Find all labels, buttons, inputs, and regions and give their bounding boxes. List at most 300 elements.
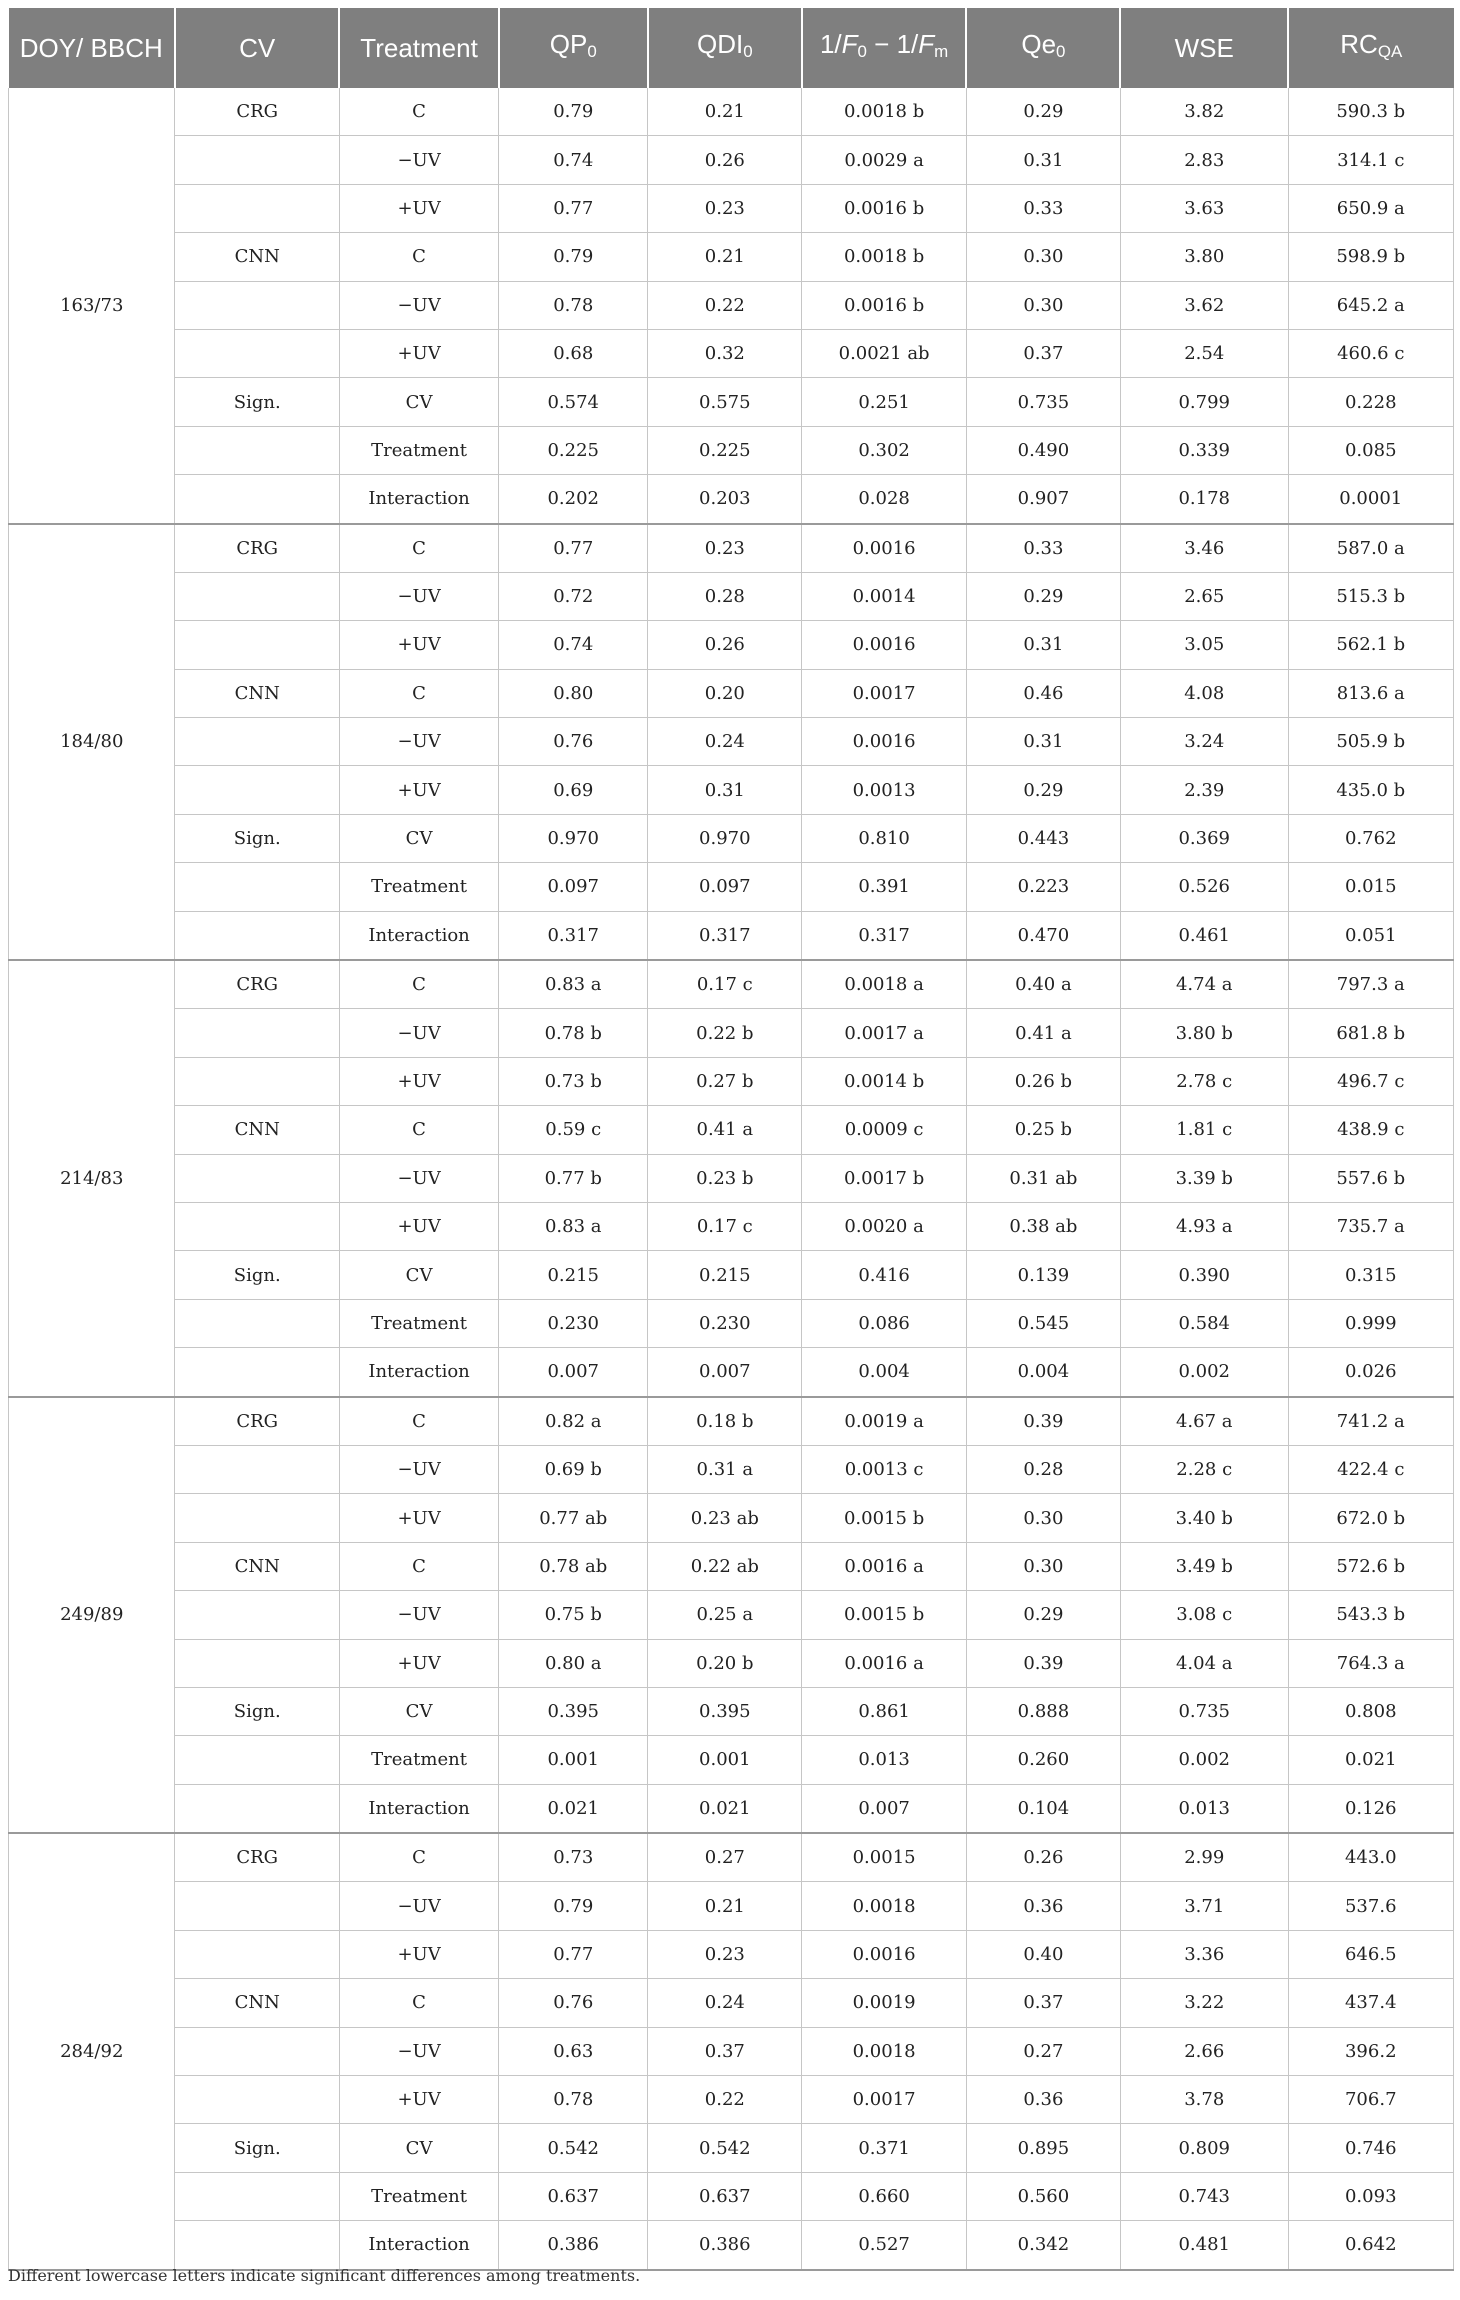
wse-cell: 0.481	[1120, 2221, 1288, 2270]
qdi0-cell: 0.20 b	[648, 1639, 802, 1687]
doy-cell: 214/83	[9, 960, 175, 1397]
qdi0-cell: 0.20	[648, 669, 802, 717]
qp0-cell: 0.79	[499, 88, 648, 136]
treatment-cell: −UV	[339, 1154, 498, 1202]
header-treatment: Treatment	[339, 8, 498, 88]
doy-cell: 249/89	[9, 1397, 175, 1834]
cv-cell	[175, 718, 339, 766]
rcqa-cell: 706.7	[1288, 2076, 1454, 2124]
f0-fm-cell: 0.0013	[802, 766, 966, 814]
cv-cell	[175, 475, 339, 524]
wse-cell: 0.461	[1120, 911, 1288, 960]
table-row	[9, 814, 1454, 862]
table-row	[9, 1106, 1454, 1154]
treatment-cell: +UV	[339, 2076, 498, 2124]
f0-fm-cell: 0.861	[802, 1687, 966, 1735]
qdi0-cell: 0.26	[648, 621, 802, 669]
f0-fm-cell: 0.416	[802, 1251, 966, 1299]
f0-fm-cell: 0.0017	[802, 2076, 966, 2124]
cv-cell: CRG	[175, 88, 339, 136]
qp0-cell: 0.75 b	[499, 1591, 648, 1639]
cv-cell	[175, 1057, 339, 1105]
wse-cell: 3.05	[1120, 621, 1288, 669]
rcqa-cell: 438.9 c	[1288, 1106, 1454, 1154]
f0-fm-cell: 0.0019 a	[802, 1397, 966, 1446]
qp0-cell: 0.77	[499, 524, 648, 573]
rcqa-cell: 797.3 a	[1288, 960, 1454, 1009]
qe0-cell: 0.139	[966, 1251, 1120, 1299]
qp0-cell: 0.77 b	[499, 1154, 648, 1202]
wse-cell: 3.78	[1120, 2076, 1288, 2124]
qe0-cell: 0.40	[966, 1930, 1120, 1978]
wse-cell: 2.65	[1120, 572, 1288, 620]
qdi0-cell: 0.203	[648, 475, 802, 524]
qdi0-cell: 0.24	[648, 1979, 802, 2027]
wse-cell: 3.80	[1120, 233, 1288, 281]
cv-cell	[175, 2221, 339, 2270]
treatment-cell: CV	[339, 2124, 498, 2172]
f0-fm-cell: 0.028	[802, 475, 966, 524]
treatment-cell: C	[339, 1397, 498, 1446]
qdi0-cell: 0.23	[648, 184, 802, 232]
table-row	[9, 911, 1454, 960]
f0-fm-cell: 0.0018 b	[802, 233, 966, 281]
wse-cell: 3.40 b	[1120, 1494, 1288, 1542]
f0-fm-cell: 0.810	[802, 814, 966, 862]
table-row	[9, 2221, 1454, 2270]
wse-cell: 3.80 b	[1120, 1009, 1288, 1057]
rcqa-cell: 460.6 c	[1288, 329, 1454, 377]
rcqa-cell: 0.126	[1288, 1784, 1454, 1833]
table-row	[9, 329, 1454, 377]
table-row	[9, 88, 1454, 136]
qdi0-cell: 0.21	[648, 88, 802, 136]
table-row	[9, 1882, 1454, 1930]
wse-cell: 2.99	[1120, 1833, 1288, 1882]
treatment-cell: C	[339, 524, 498, 573]
qdi0-cell: 0.097	[648, 863, 802, 911]
rcqa-cell: 646.5	[1288, 1930, 1454, 1978]
treatment-cell: C	[339, 1979, 498, 2027]
treatment-cell: +UV	[339, 1930, 498, 1978]
f0-fm-cell: 0.007	[802, 1784, 966, 1833]
f0-fm-cell: 0.0018 a	[802, 960, 966, 1009]
rcqa-cell: 496.7 c	[1288, 1057, 1454, 1105]
table-row	[9, 1009, 1454, 1057]
qp0-cell: 0.225	[499, 426, 648, 474]
wse-cell: 2.83	[1120, 136, 1288, 184]
qdi0-cell: 0.225	[648, 426, 802, 474]
qe0-cell: 0.260	[966, 1736, 1120, 1784]
qp0-cell: 0.317	[499, 911, 648, 960]
qe0-cell: 0.104	[966, 1784, 1120, 1833]
table-row	[9, 1736, 1454, 1784]
rcqa-cell: 0.228	[1288, 378, 1454, 426]
qe0-cell: 0.004	[966, 1348, 1120, 1397]
qp0-cell: 0.76	[499, 1979, 648, 2027]
qp0-cell: 0.80 a	[499, 1639, 648, 1687]
table-row	[9, 1494, 1454, 1542]
cv-cell	[175, 2027, 339, 2075]
rcqa-cell: 590.3 b	[1288, 88, 1454, 136]
qe0-cell: 0.907	[966, 475, 1120, 524]
qe0-cell: 0.443	[966, 814, 1120, 862]
qp0-cell: 0.77	[499, 1930, 648, 1978]
qe0-cell: 0.27	[966, 2027, 1120, 2075]
qe0-cell: 0.28	[966, 1445, 1120, 1493]
treatment-cell: +UV	[339, 1057, 498, 1105]
qdi0-cell: 0.386	[648, 2221, 802, 2270]
rcqa-cell: 0.085	[1288, 426, 1454, 474]
cv-cell: CNN	[175, 1542, 339, 1590]
rcqa-cell: 396.2	[1288, 2027, 1454, 2075]
cv-cell	[175, 1202, 339, 1250]
f0-fm-cell: 0.0021 ab	[802, 329, 966, 377]
qe0-cell: 0.30	[966, 1494, 1120, 1542]
table-row	[9, 1639, 1454, 1687]
qp0-cell: 0.82 a	[499, 1397, 648, 1446]
wse-cell: 0.339	[1120, 426, 1288, 474]
treatment-cell: −UV	[339, 718, 498, 766]
table-row	[9, 1202, 1454, 1250]
qdi0-cell: 0.215	[648, 1251, 802, 1299]
qp0-cell: 0.83 a	[499, 960, 648, 1009]
qdi0-cell: 0.27 b	[648, 1057, 802, 1105]
cv-cell: CRG	[175, 524, 339, 573]
doy-cell: 284/92	[9, 1833, 175, 2270]
rcqa-cell: 537.6	[1288, 1882, 1454, 1930]
rcqa-cell: 741.2 a	[1288, 1397, 1454, 1446]
table-row	[9, 1348, 1454, 1397]
f0-fm-cell: 0.527	[802, 2221, 966, 2270]
table-row	[9, 669, 1454, 717]
rcqa-cell: 0.642	[1288, 2221, 1454, 2270]
rcqa-cell: 0.093	[1288, 2172, 1454, 2220]
qdi0-cell: 0.317	[648, 911, 802, 960]
table-row	[9, 136, 1454, 184]
treatment-cell: C	[339, 1833, 498, 1882]
qdi0-cell: 0.27	[648, 1833, 802, 1882]
qe0-cell: 0.37	[966, 1979, 1120, 2027]
qp0-cell: 0.001	[499, 1736, 648, 1784]
table-row	[9, 426, 1454, 474]
cv-cell	[175, 2172, 339, 2220]
qdi0-cell: 0.17 c	[648, 1202, 802, 1250]
qe0-cell: 0.223	[966, 863, 1120, 911]
f0-fm-cell: 0.0017 a	[802, 1009, 966, 1057]
qp0-cell: 0.73	[499, 1833, 648, 1882]
qe0-cell: 0.888	[966, 1687, 1120, 1735]
treatment-cell: −UV	[339, 281, 498, 329]
treatment-cell: −UV	[339, 1009, 498, 1057]
qp0-cell: 0.574	[499, 378, 648, 426]
table-row	[9, 1833, 1454, 1882]
treatment-cell: +UV	[339, 1494, 498, 1542]
rcqa-cell: 672.0 b	[1288, 1494, 1454, 1542]
f0-fm-cell: 0.004	[802, 1348, 966, 1397]
treatment-cell: +UV	[339, 329, 498, 377]
qe0-cell: 0.31 ab	[966, 1154, 1120, 1202]
wse-cell: 2.78 c	[1120, 1057, 1288, 1105]
qdi0-cell: 0.22 ab	[648, 1542, 802, 1590]
treatment-cell: C	[339, 1542, 498, 1590]
qe0-cell: 0.30	[966, 1542, 1120, 1590]
rcqa-cell: 0.0001	[1288, 475, 1454, 524]
header-doy: DOY/ BBCH	[9, 8, 175, 88]
wse-cell: 2.28 c	[1120, 1445, 1288, 1493]
f0-fm-cell: 0.317	[802, 911, 966, 960]
wse-cell: 2.66	[1120, 2027, 1288, 2075]
header-rcqa: $RC_{QA}$	[1288, 8, 1454, 88]
treatment-cell: +UV	[339, 1639, 498, 1687]
cv-cell: CNN	[175, 669, 339, 717]
qp0-cell: 0.386	[499, 2221, 648, 2270]
rcqa-cell: 557.6 b	[1288, 1154, 1454, 1202]
treatment-cell: Interaction	[339, 475, 498, 524]
qp0-cell: 0.69	[499, 766, 648, 814]
qdi0-cell: 0.21	[648, 1882, 802, 1930]
qp0-cell: 0.68	[499, 329, 648, 377]
cv-cell: CRG	[175, 1397, 339, 1446]
treatment-cell: +UV	[339, 184, 498, 232]
f0-fm-cell: 0.0017 b	[802, 1154, 966, 1202]
f0-fm-cell: 0.0016 a	[802, 1542, 966, 1590]
qdi0-cell: 0.25 a	[648, 1591, 802, 1639]
qe0-cell: 0.36	[966, 2076, 1120, 2124]
qp0-cell: 0.59 c	[499, 1106, 648, 1154]
f0-fm-cell: 0.086	[802, 1299, 966, 1347]
wse-cell: 3.62	[1120, 281, 1288, 329]
treatment-cell: −UV	[339, 2027, 498, 2075]
wse-cell: 0.390	[1120, 1251, 1288, 1299]
f0-fm-cell: 0.0017	[802, 669, 966, 717]
qdi0-cell: 0.31 a	[648, 1445, 802, 1493]
qe0-cell: 0.29	[966, 1591, 1120, 1639]
qdi0-cell: 0.28	[648, 572, 802, 620]
f0-fm-cell: 0.013	[802, 1736, 966, 1784]
treatment-cell: Interaction	[339, 911, 498, 960]
wse-cell: 3.63	[1120, 184, 1288, 232]
cv-cell	[175, 1882, 339, 1930]
qp0-cell: 0.78 ab	[499, 1542, 648, 1590]
rcqa-cell: 645.2 a	[1288, 281, 1454, 329]
qdi0-cell: 0.22	[648, 281, 802, 329]
f0-fm-cell: 0.0016 b	[802, 281, 966, 329]
cv-cell: CRG	[175, 960, 339, 1009]
wse-cell: 0.002	[1120, 1348, 1288, 1397]
f0-fm-cell: 0.391	[802, 863, 966, 911]
f0-fm-cell: 0.0018	[802, 1882, 966, 1930]
treatment-cell: +UV	[339, 621, 498, 669]
rcqa-cell: 422.4 c	[1288, 1445, 1454, 1493]
cv-cell	[175, 1299, 339, 1347]
qe0-cell: 0.37	[966, 329, 1120, 377]
rcqa-cell: 505.9 b	[1288, 718, 1454, 766]
qdi0-cell: 0.542	[648, 2124, 802, 2172]
qp0-cell: 0.77	[499, 184, 648, 232]
table-row	[9, 2124, 1454, 2172]
f0-fm-cell: 0.0020 a	[802, 1202, 966, 1250]
qdi0-cell: 0.021	[648, 1784, 802, 1833]
treatment-cell: −UV	[339, 136, 498, 184]
wse-cell: 3.08 c	[1120, 1591, 1288, 1639]
qe0-cell: 0.33	[966, 184, 1120, 232]
qp0-cell: 0.63	[499, 2027, 648, 2075]
qe0-cell: 0.26 b	[966, 1057, 1120, 1105]
rcqa-cell: 650.9 a	[1288, 184, 1454, 232]
qdi0-cell: 0.23 b	[648, 1154, 802, 1202]
rcqa-cell: 543.3 b	[1288, 1591, 1454, 1639]
table-row	[9, 1591, 1454, 1639]
treatment-cell: Interaction	[339, 1348, 498, 1397]
qdi0-cell: 0.230	[648, 1299, 802, 1347]
qdi0-cell: 0.41 a	[648, 1106, 802, 1154]
wse-cell: 0.526	[1120, 863, 1288, 911]
rcqa-cell: 681.8 b	[1288, 1009, 1454, 1057]
wse-cell: 3.22	[1120, 1979, 1288, 2027]
table-row	[9, 1979, 1454, 2027]
f0-fm-cell: 0.0009 c	[802, 1106, 966, 1154]
wse-cell: 3.49 b	[1120, 1542, 1288, 1590]
rcqa-cell: 437.4	[1288, 1979, 1454, 2027]
wse-cell: 0.584	[1120, 1299, 1288, 1347]
table-row	[9, 1784, 1454, 1833]
treatment-cell: −UV	[339, 1882, 498, 1930]
f0-fm-cell: 0.0016	[802, 718, 966, 766]
wse-cell: 1.81 c	[1120, 1106, 1288, 1154]
wse-cell: 3.71	[1120, 1882, 1288, 1930]
f0-fm-cell: 0.0015	[802, 1833, 966, 1882]
header-cv: CV	[175, 8, 339, 88]
qdi0-cell: 0.32	[648, 329, 802, 377]
treatment-cell: C	[339, 960, 498, 1009]
wse-cell: 3.36	[1120, 1930, 1288, 1978]
treatment-cell: Treatment	[339, 426, 498, 474]
wse-cell: 0.743	[1120, 2172, 1288, 2220]
treatment-cell: C	[339, 233, 498, 281]
rcqa-cell: 764.3 a	[1288, 1639, 1454, 1687]
qe0-cell: 0.31	[966, 621, 1120, 669]
f0-fm-cell: 0.0016	[802, 1930, 966, 1978]
cv-cell: Sign.	[175, 2124, 339, 2172]
qe0-cell: 0.38 ab	[966, 1202, 1120, 1250]
cv-cell	[175, 184, 339, 232]
qdi0-cell: 0.23	[648, 1930, 802, 1978]
rcqa-cell: 0.015	[1288, 863, 1454, 911]
table-row	[9, 2076, 1454, 2124]
f0-fm-cell: 0.302	[802, 426, 966, 474]
cv-cell	[175, 1930, 339, 1978]
qp0-cell: 0.78	[499, 2076, 648, 2124]
table-row	[9, 863, 1454, 911]
qdi0-cell: 0.17 c	[648, 960, 802, 1009]
f0-fm-cell: 0.0018 b	[802, 88, 966, 136]
f0-fm-cell: 0.0013 c	[802, 1445, 966, 1493]
qp0-cell: 0.74	[499, 621, 648, 669]
rcqa-cell: 735.7 a	[1288, 1202, 1454, 1250]
wse-cell: 0.735	[1120, 1687, 1288, 1735]
treatment-cell: C	[339, 669, 498, 717]
f0-fm-cell: 0.0018	[802, 2027, 966, 2075]
header-qe0: $Qe_0$	[966, 8, 1120, 88]
table-row	[9, 766, 1454, 814]
treatment-cell: CV	[339, 378, 498, 426]
treatment-cell: +UV	[339, 766, 498, 814]
qe0-cell: 0.29	[966, 88, 1120, 136]
treatment-cell: Interaction	[339, 1784, 498, 1833]
cv-cell	[175, 766, 339, 814]
qe0-cell: 0.39	[966, 1397, 1120, 1446]
table-row	[9, 281, 1454, 329]
qp0-cell: 0.72	[499, 572, 648, 620]
header-qdi0: $QDI_0$	[648, 8, 802, 88]
cv-cell: CNN	[175, 1979, 339, 2027]
qdi0-cell: 0.395	[648, 1687, 802, 1735]
qdi0-cell: 0.22 b	[648, 1009, 802, 1057]
qp0-cell: 0.77 ab	[499, 1494, 648, 1542]
wse-cell: 0.799	[1120, 378, 1288, 426]
cv-cell	[175, 621, 339, 669]
qp0-cell: 0.097	[499, 863, 648, 911]
wse-cell: 4.04 a	[1120, 1639, 1288, 1687]
wse-cell: 0.002	[1120, 1736, 1288, 1784]
qe0-cell: 0.31	[966, 136, 1120, 184]
treatment-cell: CV	[339, 814, 498, 862]
f0-fm-cell: 0.0019	[802, 1979, 966, 2027]
f0-fm-cell: 0.251	[802, 378, 966, 426]
rcqa-cell: 435.0 b	[1288, 766, 1454, 814]
header-wse: WSE	[1120, 8, 1288, 88]
qe0-cell: 0.735	[966, 378, 1120, 426]
rcqa-cell: 314.1 c	[1288, 136, 1454, 184]
qe0-cell: 0.342	[966, 2221, 1120, 2270]
cv-cell	[175, 426, 339, 474]
cv-cell	[175, 1348, 339, 1397]
table-row	[9, 1445, 1454, 1493]
wse-cell: 4.74 a	[1120, 960, 1288, 1009]
table-row	[9, 960, 1454, 1009]
rcqa-cell: 0.762	[1288, 814, 1454, 862]
treatment-cell: −UV	[339, 1445, 498, 1493]
qp0-cell: 0.021	[499, 1784, 648, 1833]
treatment-cell: −UV	[339, 1591, 498, 1639]
qp0-cell: 0.73 b	[499, 1057, 648, 1105]
qp0-cell: 0.78	[499, 281, 648, 329]
qp0-cell: 0.69 b	[499, 1445, 648, 1493]
cv-cell	[175, 2076, 339, 2124]
rcqa-cell: 587.0 a	[1288, 524, 1454, 573]
wse-cell: 0.013	[1120, 1784, 1288, 1833]
table-row	[9, 233, 1454, 281]
cv-cell	[175, 911, 339, 960]
table-row	[9, 184, 1454, 232]
qdi0-cell: 0.22	[648, 2076, 802, 2124]
wse-cell: 4.08	[1120, 669, 1288, 717]
f0-fm-cell: 0.371	[802, 2124, 966, 2172]
wse-cell: 0.369	[1120, 814, 1288, 862]
wse-cell: 0.809	[1120, 2124, 1288, 2172]
cv-cell	[175, 136, 339, 184]
qdi0-cell: 0.637	[648, 2172, 802, 2220]
cv-cell: Sign.	[175, 1251, 339, 1299]
cv-cell	[175, 1639, 339, 1687]
table-body	[9, 88, 1454, 2270]
cv-cell	[175, 863, 339, 911]
qdi0-cell: 0.23 ab	[648, 1494, 802, 1542]
table-row	[9, 621, 1454, 669]
wse-cell: 0.178	[1120, 475, 1288, 524]
qdi0-cell: 0.970	[648, 814, 802, 862]
